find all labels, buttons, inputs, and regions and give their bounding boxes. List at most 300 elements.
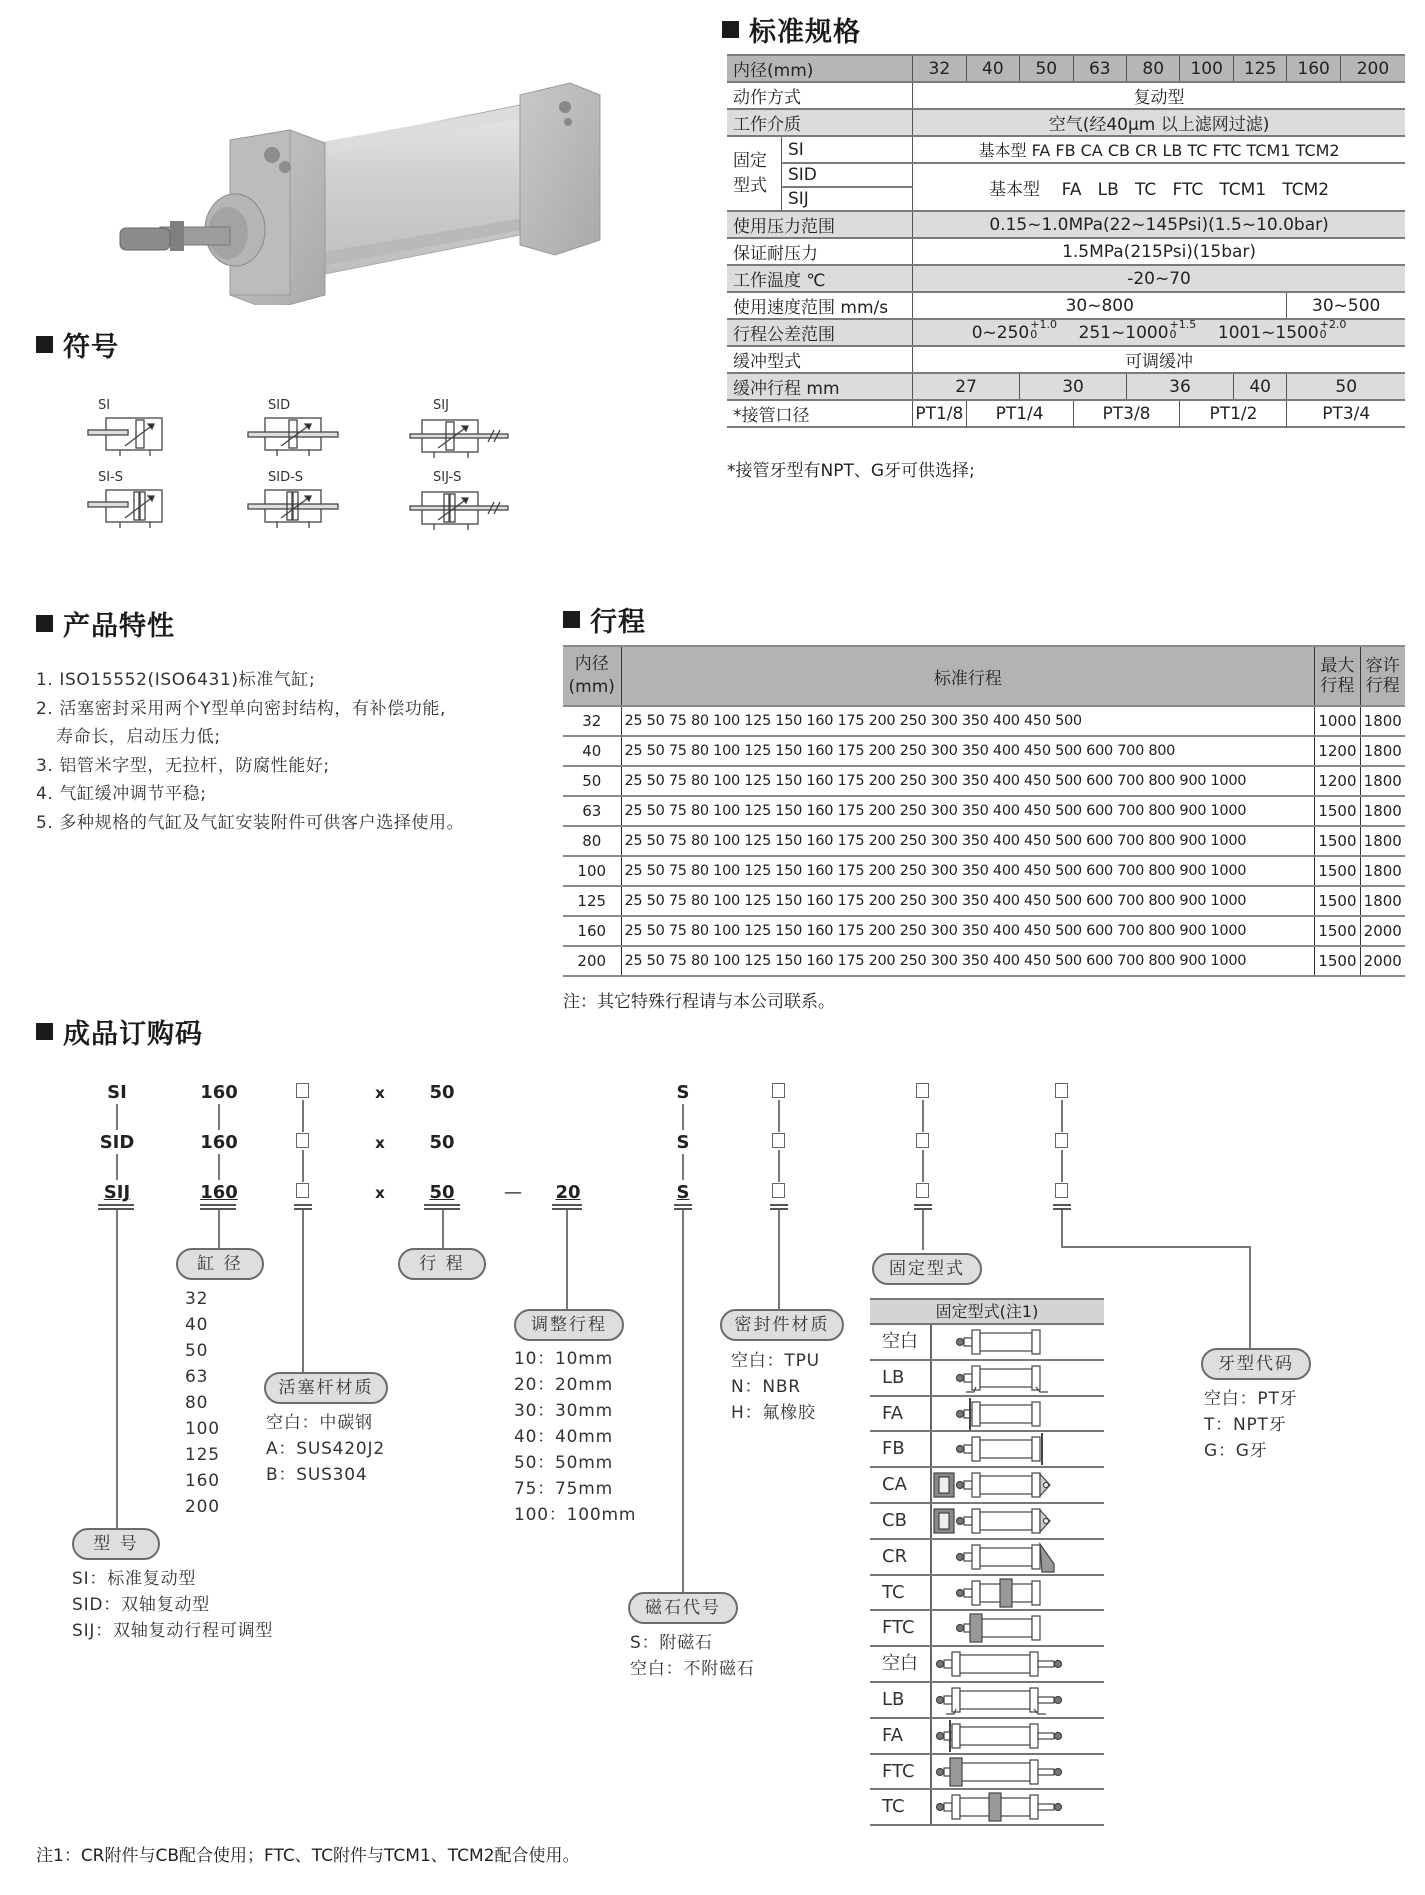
stroke-row bbox=[563, 766, 1405, 796]
mount-code: FA bbox=[870, 1397, 932, 1431]
option-item: SID：双轴复动型 bbox=[72, 1595, 211, 1615]
header-text: 行程 bbox=[1365, 676, 1400, 696]
cylinder-product-image bbox=[100, 55, 660, 305]
option-item: SI：标准复动型 bbox=[72, 1569, 197, 1589]
section-title-symbol bbox=[36, 325, 119, 364]
bore-cell: 63 bbox=[1073, 55, 1126, 82]
stroke-header-std: 标准行程 bbox=[621, 646, 1315, 706]
mount-single-fb-icon bbox=[932, 1432, 1104, 1466]
stroke-list: 25 50 75 80 100 125 150 160 175 200 250 300 350 400 450 500 600 700 800 bbox=[621, 736, 1315, 766]
connector-line bbox=[682, 1154, 684, 1180]
connector-line bbox=[302, 1150, 304, 1182]
options-magnet bbox=[630, 1630, 755, 1682]
symbol-label: SI-S bbox=[98, 470, 124, 485]
connector-line bbox=[116, 1104, 118, 1130]
feature-item: 4. 气缸缓冲调节平稳; bbox=[36, 784, 207, 804]
heading-square-icon bbox=[36, 1023, 53, 1040]
mount-row bbox=[870, 1361, 1104, 1397]
leader-line-model bbox=[116, 1210, 118, 1528]
code-cross: x bbox=[375, 1134, 385, 1152]
spec-label: 缓冲行程 mm bbox=[727, 373, 913, 400]
spec-table bbox=[727, 54, 1405, 428]
mount-double-ftc-icon bbox=[932, 1755, 1104, 1789]
stroke-body bbox=[563, 706, 1405, 976]
heading-square-icon bbox=[36, 336, 53, 353]
connector-line bbox=[778, 1100, 780, 1132]
spec-value: 30 bbox=[1020, 373, 1127, 400]
mount-row bbox=[870, 1504, 1104, 1540]
mount-code: FTC bbox=[870, 1755, 932, 1789]
option-item: A：SUS420J2 bbox=[266, 1439, 385, 1459]
tolerance-range: 251~1000 bbox=[1078, 322, 1169, 343]
options-model bbox=[72, 1566, 273, 1644]
heading-square-icon bbox=[36, 615, 53, 632]
spec-value: 40 bbox=[1233, 373, 1286, 400]
features-title-text: 产品特性 bbox=[63, 611, 175, 642]
stroke-max: 1500 bbox=[1315, 796, 1360, 826]
placeholder-box-rod bbox=[296, 1083, 309, 1098]
label-magnet: 磁石代号 bbox=[628, 1592, 738, 1624]
stroke-allow: 1800 bbox=[1360, 736, 1405, 766]
option-item: 50：50mm bbox=[514, 1453, 613, 1473]
placeholder-box-thread bbox=[1055, 1083, 1068, 1098]
spec-row-action bbox=[727, 82, 1405, 109]
mount-code: CB bbox=[870, 1504, 932, 1538]
spec-value: 30~500 bbox=[1287, 292, 1405, 319]
mount-row bbox=[870, 1755, 1104, 1791]
stroke-row bbox=[563, 916, 1405, 946]
spec-sublabel: SI bbox=[781, 136, 912, 163]
spec-label: 使用速度范围 mm/s bbox=[727, 292, 913, 319]
label-model: 型 号 bbox=[72, 1528, 160, 1560]
mount-table-header: 固定型式(注1) bbox=[870, 1298, 1104, 1325]
code-model: SIJ bbox=[103, 1182, 131, 1203]
spec-note: *接管牙型有NPT、G牙可供选择; bbox=[727, 461, 975, 481]
section-title-stroke bbox=[563, 600, 646, 639]
spec-value: 基本型 FA LB TC FTC TCM1 TCM2 bbox=[913, 163, 1405, 211]
stroke-list: 25 50 75 80 100 125 150 160 175 200 250 300 350 400 450 500 600 700 800 900 1000 bbox=[621, 916, 1315, 946]
mount-code: CA bbox=[870, 1468, 932, 1502]
placeholder-box-thread bbox=[1055, 1133, 1068, 1148]
code-cross: x bbox=[375, 1184, 385, 1202]
stroke-table bbox=[563, 645, 1405, 977]
option-item: 80 bbox=[185, 1393, 209, 1413]
connector-line bbox=[682, 1104, 684, 1130]
spec-label-mount bbox=[727, 136, 781, 211]
stroke-bore: 50 bbox=[563, 766, 621, 796]
spec-value-tolerance bbox=[913, 319, 1405, 346]
option-item: 125 bbox=[185, 1445, 220, 1465]
tolerance-range: 1001~1500 bbox=[1217, 322, 1319, 343]
code-magnet: S bbox=[676, 1132, 690, 1153]
code-magnet: S bbox=[676, 1182, 690, 1203]
stroke-allow: 2000 bbox=[1360, 916, 1405, 946]
header-text: 最大 bbox=[1320, 656, 1355, 676]
bore-cell: 80 bbox=[1127, 55, 1180, 82]
spec-row-speed bbox=[727, 292, 1405, 319]
option-item: 空白：TPU bbox=[731, 1351, 820, 1371]
option-item: 空白：PT牙 bbox=[1204, 1389, 1298, 1409]
stroke-max: 1500 bbox=[1315, 886, 1360, 916]
mount-row bbox=[870, 1576, 1104, 1612]
leader-line-seal bbox=[778, 1210, 780, 1310]
symbol-sid-icon bbox=[245, 410, 355, 470]
mount-row bbox=[870, 1468, 1104, 1504]
bore-cell: 100 bbox=[1180, 55, 1233, 82]
stroke-row bbox=[563, 736, 1405, 766]
code-adjust: 20 bbox=[555, 1182, 581, 1203]
stroke-allow: 1800 bbox=[1360, 856, 1405, 886]
spec-row-mount-sid bbox=[727, 163, 1405, 187]
mount-double-basic-icon bbox=[932, 1647, 1104, 1681]
leader-line-stroke bbox=[442, 1210, 444, 1250]
spec-label: 工作介质 bbox=[727, 109, 913, 136]
symbol-sij-icon bbox=[408, 410, 518, 470]
options-bore bbox=[185, 1286, 220, 1520]
stroke-allow: 1800 bbox=[1360, 766, 1405, 796]
stroke-list: 25 50 75 80 100 125 150 160 175 200 250 300 350 400 450 500 600 700 800 900 1000 bbox=[621, 826, 1315, 856]
spec-row-tolerance bbox=[727, 319, 1405, 346]
symbol-label: SIJ bbox=[433, 398, 449, 413]
option-item: 20：20mm bbox=[514, 1375, 613, 1395]
tolerance-range: 0~250 bbox=[971, 322, 1030, 343]
features-list bbox=[36, 666, 464, 837]
spec-label: *接管口径 bbox=[727, 400, 913, 427]
stroke-bore: 40 bbox=[563, 736, 621, 766]
stroke-list: 25 50 75 80 100 125 150 160 175 200 250 300 350 400 450 500 600 700 800 900 1000 bbox=[621, 766, 1315, 796]
tolerance-limits bbox=[1319, 317, 1347, 341]
symbol-si-s-icon bbox=[80, 482, 180, 542]
bore-cell: 32 bbox=[913, 55, 966, 82]
stroke-max: 1500 bbox=[1315, 856, 1360, 886]
stroke-row bbox=[563, 706, 1405, 736]
tolerance-lower: 0 bbox=[1319, 327, 1327, 341]
spec-label: 缓冲型式 bbox=[727, 346, 913, 373]
symbol-si-icon bbox=[80, 410, 180, 470]
stroke-bore: 32 bbox=[563, 706, 621, 736]
stroke-bore: 80 bbox=[563, 826, 621, 856]
placeholder-box-mount bbox=[916, 1183, 929, 1198]
mount-code: 空白 bbox=[870, 1325, 932, 1359]
mount-code: FA bbox=[870, 1719, 932, 1753]
code-cross: x bbox=[375, 1084, 385, 1102]
stroke-row bbox=[563, 826, 1405, 856]
spec-value: 36 bbox=[1127, 373, 1234, 400]
connector-line bbox=[302, 1100, 304, 1132]
stroke-header-bore bbox=[563, 646, 621, 706]
spec-row-proof bbox=[727, 238, 1405, 265]
mount-single-cr-icon bbox=[932, 1540, 1104, 1574]
stroke-allow: 1800 bbox=[1360, 886, 1405, 916]
header-text: 行程 bbox=[1320, 676, 1355, 696]
stroke-header-allow bbox=[1360, 646, 1405, 706]
placeholder-box-seal bbox=[772, 1183, 785, 1198]
mount-row bbox=[870, 1647, 1104, 1683]
spec-value: 1.5MPa(215Psi)(15bar) bbox=[913, 238, 1405, 265]
leader-line-adjust bbox=[566, 1210, 568, 1310]
spec-row-pressure bbox=[727, 211, 1405, 238]
option-item: 空白：中碳钢 bbox=[266, 1413, 373, 1433]
section-title-spec bbox=[722, 10, 861, 49]
order-title-text: 成品订购码 bbox=[63, 1019, 203, 1050]
stroke-bore: 125 bbox=[563, 886, 621, 916]
option-item: S：附磁石 bbox=[630, 1633, 713, 1653]
tolerance-upper: +1.0 bbox=[1030, 317, 1057, 331]
mount-single-cb-icon bbox=[932, 1504, 1104, 1538]
spec-value: 可调缓冲 bbox=[913, 346, 1405, 373]
mount-code: 空白 bbox=[870, 1647, 932, 1681]
option-item: 160 bbox=[185, 1471, 220, 1491]
mount-row bbox=[870, 1540, 1104, 1576]
mount-row bbox=[870, 1790, 1104, 1826]
spec-row-cushion-type bbox=[727, 346, 1405, 373]
section-title-order bbox=[36, 1012, 203, 1051]
mount-code: FTC bbox=[870, 1611, 932, 1645]
stroke-row bbox=[563, 856, 1405, 886]
option-item: N：NBR bbox=[731, 1377, 801, 1397]
spec-sublabel: SIJ bbox=[781, 187, 912, 211]
stroke-max: 1500 bbox=[1315, 826, 1360, 856]
stroke-header-max bbox=[1315, 646, 1360, 706]
mount-code: FB bbox=[870, 1432, 932, 1466]
option-item: 100 bbox=[185, 1419, 220, 1439]
symbol-label: SIJ-S bbox=[433, 470, 462, 485]
label-seal-material: 密封件材质 bbox=[720, 1309, 844, 1341]
leader-line-magnet bbox=[682, 1210, 684, 1592]
label-rod-material: 活塞杆材质 bbox=[264, 1372, 388, 1404]
option-item: 32 bbox=[185, 1289, 209, 1309]
spec-row-bore bbox=[727, 55, 1405, 82]
bore-cell: 40 bbox=[966, 55, 1019, 82]
leader-line-rod bbox=[302, 1210, 304, 1373]
placeholder-box-seal bbox=[772, 1133, 785, 1148]
symbol-sid-s-icon bbox=[245, 482, 355, 542]
connector-line bbox=[922, 1150, 924, 1182]
footnote: 注1：CR附件与CB配合使用；FTC、TC附件与TCM1、TCM2配合使用。 bbox=[36, 1846, 580, 1866]
placeholder-box-rod bbox=[296, 1133, 309, 1148]
connector-line bbox=[116, 1154, 118, 1180]
mount-single-fa-icon bbox=[932, 1397, 1104, 1431]
options-seal-material bbox=[731, 1348, 820, 1426]
leader-line-mount bbox=[922, 1210, 924, 1250]
mount-single-lb-icon bbox=[932, 1361, 1104, 1395]
spec-value: 50 bbox=[1287, 373, 1405, 400]
symbol-title-text: 符号 bbox=[63, 332, 119, 363]
bore-cell: 200 bbox=[1340, 55, 1405, 82]
header-text: 内径 bbox=[574, 654, 609, 674]
spec-label: 工作温度 ℃ bbox=[727, 265, 913, 292]
mount-double-fa-icon bbox=[932, 1719, 1104, 1753]
spec-label: 内径(mm) bbox=[727, 55, 913, 82]
option-item: 75：75mm bbox=[514, 1479, 613, 1499]
symbol-label: SID-S bbox=[268, 470, 304, 485]
mount-code: TC bbox=[870, 1576, 932, 1610]
mount-single-tc-icon bbox=[932, 1576, 1104, 1610]
stroke-note: 注：其它特殊行程请与本公司联系。 bbox=[563, 992, 835, 1012]
code-stroke: 50 bbox=[429, 1082, 455, 1103]
code-bore: 160 bbox=[200, 1182, 238, 1203]
spec-label: 行程公差范围 bbox=[727, 319, 913, 346]
stroke-header-row bbox=[563, 646, 1405, 706]
connector-line bbox=[1061, 1100, 1063, 1132]
symbol-label: SI bbox=[98, 398, 111, 413]
option-item: 40 bbox=[185, 1315, 209, 1335]
stroke-max: 1500 bbox=[1315, 946, 1360, 976]
spec-sublabel: SID bbox=[781, 163, 912, 187]
stroke-allow: 1800 bbox=[1360, 796, 1405, 826]
mount-rows bbox=[870, 1325, 1104, 1826]
stroke-list: 25 50 75 80 100 125 150 160 175 200 250 300 350 400 450 500 600 700 800 900 1000 bbox=[621, 946, 1315, 976]
mount-single-basic-icon bbox=[932, 1325, 1104, 1359]
option-item: G：G牙 bbox=[1204, 1441, 1268, 1461]
spec-label: 使用压力范围 bbox=[727, 211, 913, 238]
mount-row bbox=[870, 1397, 1104, 1433]
connector-line bbox=[218, 1154, 220, 1180]
code-dash: — bbox=[504, 1182, 522, 1203]
spec-value: 基本型 FA FB CA CB CR LB TC FTC TCM1 TCM2 bbox=[913, 136, 1405, 163]
mount-row bbox=[870, 1432, 1104, 1468]
spec-label: 保证耐压力 bbox=[727, 238, 913, 265]
feature-item: 3. 铝管米字型，无拉杆，防腐性能好; bbox=[36, 755, 330, 776]
mount-double-lb-icon bbox=[932, 1683, 1104, 1717]
stroke-row bbox=[563, 796, 1405, 826]
stroke-allow: 1800 bbox=[1360, 826, 1405, 856]
code-stroke: 50 bbox=[429, 1182, 455, 1203]
mount-row bbox=[870, 1683, 1104, 1719]
option-item: 40：40mm bbox=[514, 1427, 613, 1447]
heading-square-icon bbox=[563, 611, 580, 628]
label-bore: 缸 径 bbox=[176, 1248, 264, 1280]
label-adjust-stroke: 调整行程 bbox=[514, 1309, 624, 1341]
tolerance-upper: +1.5 bbox=[1169, 317, 1197, 331]
feature-item: 1. ISO15552(ISO6431)标准气缸; bbox=[36, 670, 316, 690]
spec-value: 0.15~1.0MPa(22~145Psi)(1.5~10.0bar) bbox=[913, 211, 1405, 238]
bore-cell: 160 bbox=[1287, 55, 1340, 82]
spec-value: 空气(经40μm 以上滤网过滤) bbox=[913, 109, 1405, 136]
mount-code: TC bbox=[870, 1790, 932, 1824]
spec-value: PT1/8 bbox=[913, 400, 966, 427]
option-item: 100：100mm bbox=[514, 1505, 637, 1525]
stroke-list: 25 50 75 80 100 125 150 160 175 200 250 300 350 400 450 500 600 700 800 900 1000 bbox=[621, 856, 1315, 886]
mount-code: LB bbox=[870, 1361, 932, 1395]
connector-line bbox=[218, 1104, 220, 1130]
mount-type-table bbox=[870, 1298, 1104, 1826]
spec-value: PT1/2 bbox=[1180, 400, 1287, 427]
placeholder-box-seal bbox=[772, 1083, 785, 1098]
feature-item: 5. 多种规格的气缸及气缸安装附件可供客户选择使用。 bbox=[36, 812, 465, 833]
spec-value: 复动型 bbox=[913, 82, 1405, 109]
symbol-label: SID bbox=[268, 398, 291, 413]
stroke-max: 1500 bbox=[1315, 916, 1360, 946]
option-item: 30：30mm bbox=[514, 1401, 613, 1421]
label-thread-code: 牙型代码 bbox=[1201, 1348, 1311, 1380]
spec-value: PT3/8 bbox=[1073, 400, 1180, 427]
bore-cell: 125 bbox=[1233, 55, 1286, 82]
mount-double-tc-icon bbox=[932, 1790, 1104, 1824]
placeholder-box-mount bbox=[916, 1083, 929, 1098]
stroke-bore: 100 bbox=[563, 856, 621, 886]
option-item: SIJ：双轴复动行程可调型 bbox=[72, 1621, 274, 1641]
option-item: 空白：不附磁石 bbox=[630, 1659, 755, 1679]
leader-line-thread-h bbox=[1061, 1246, 1251, 1248]
mount-row bbox=[870, 1611, 1104, 1647]
code-bore: 160 bbox=[200, 1082, 238, 1103]
stroke-max: 1200 bbox=[1315, 766, 1360, 796]
spec-value: 30~800 bbox=[913, 292, 1287, 319]
stroke-list: 25 50 75 80 100 125 150 160 175 200 250 300 350 400 450 500 600 700 800 900 1000 bbox=[621, 796, 1315, 826]
spec-value: -20~70 bbox=[913, 265, 1405, 292]
placeholder-box-thread bbox=[1055, 1183, 1068, 1198]
options-adjust-stroke bbox=[514, 1346, 636, 1528]
feature-item: 2. 活塞密封采用两个Y型单向密封结构，有补偿功能, bbox=[36, 698, 447, 719]
connector-line bbox=[922, 1100, 924, 1132]
option-item: B：SUS304 bbox=[266, 1465, 368, 1485]
connector-line bbox=[778, 1150, 780, 1182]
spec-row-port bbox=[727, 400, 1405, 427]
tolerance-upper: +2.0 bbox=[1319, 317, 1347, 331]
header-text: (mm) bbox=[568, 677, 615, 697]
options-rod-material bbox=[266, 1410, 385, 1488]
header-text: 容许 bbox=[1365, 656, 1400, 676]
spec-label: 动作方式 bbox=[727, 82, 913, 109]
spec-row-temp bbox=[727, 265, 1405, 292]
mount-row bbox=[870, 1719, 1104, 1755]
code-model: SID bbox=[99, 1132, 135, 1153]
leader-line-thread bbox=[1061, 1210, 1063, 1248]
option-item: T：NPT牙 bbox=[1204, 1415, 1287, 1435]
label-mount-type: 固定型式 bbox=[872, 1253, 982, 1285]
tolerance-lower: 0 bbox=[1169, 327, 1177, 341]
stroke-title-text: 行程 bbox=[590, 607, 646, 638]
feature-item: 寿命长，启动压力低; bbox=[56, 727, 221, 747]
option-item: H：氟橡胶 bbox=[731, 1403, 816, 1423]
mount-code: CR bbox=[870, 1540, 932, 1574]
spec-value: 27 bbox=[913, 373, 1020, 400]
spec-value: PT1/4 bbox=[966, 400, 1073, 427]
symbol-sij-s-icon bbox=[408, 482, 518, 542]
connector-line bbox=[1061, 1150, 1063, 1182]
leader-line-thread-v bbox=[1249, 1246, 1251, 1348]
option-item: 10：10mm bbox=[514, 1349, 613, 1369]
stroke-row bbox=[563, 886, 1405, 916]
tolerance-limits bbox=[1030, 317, 1057, 341]
stroke-list: 25 50 75 80 100 125 150 160 175 200 250 300 350 400 450 500 bbox=[621, 706, 1315, 736]
spec-title-text: 标准规格 bbox=[749, 17, 861, 48]
option-item: 200 bbox=[185, 1497, 220, 1517]
bore-cell: 50 bbox=[1020, 55, 1073, 82]
stroke-list: 25 50 75 80 100 125 150 160 175 200 250 300 350 400 450 500 600 700 800 900 1000 bbox=[621, 886, 1315, 916]
stroke-row bbox=[563, 946, 1405, 976]
code-stroke: 50 bbox=[429, 1132, 455, 1153]
mount-single-ca-icon bbox=[932, 1468, 1104, 1502]
placeholder-box-rod bbox=[296, 1183, 309, 1198]
heading-square-icon bbox=[722, 21, 739, 38]
option-item: 63 bbox=[185, 1367, 209, 1387]
code-magnet: S bbox=[676, 1082, 690, 1103]
stroke-bore: 200 bbox=[563, 946, 621, 976]
mount-single-ftc-icon bbox=[932, 1611, 1104, 1645]
tolerance-limits bbox=[1169, 317, 1197, 341]
mount-row bbox=[870, 1325, 1104, 1361]
code-bore: 160 bbox=[200, 1132, 238, 1153]
placeholder-box-mount bbox=[916, 1133, 929, 1148]
stroke-max: 1200 bbox=[1315, 736, 1360, 766]
section-title-features bbox=[36, 604, 175, 643]
option-item: 50 bbox=[185, 1341, 209, 1361]
label-stroke: 行 程 bbox=[398, 1248, 486, 1280]
spec-row-cushion-stroke bbox=[727, 373, 1405, 400]
code-model: SI bbox=[107, 1082, 127, 1103]
